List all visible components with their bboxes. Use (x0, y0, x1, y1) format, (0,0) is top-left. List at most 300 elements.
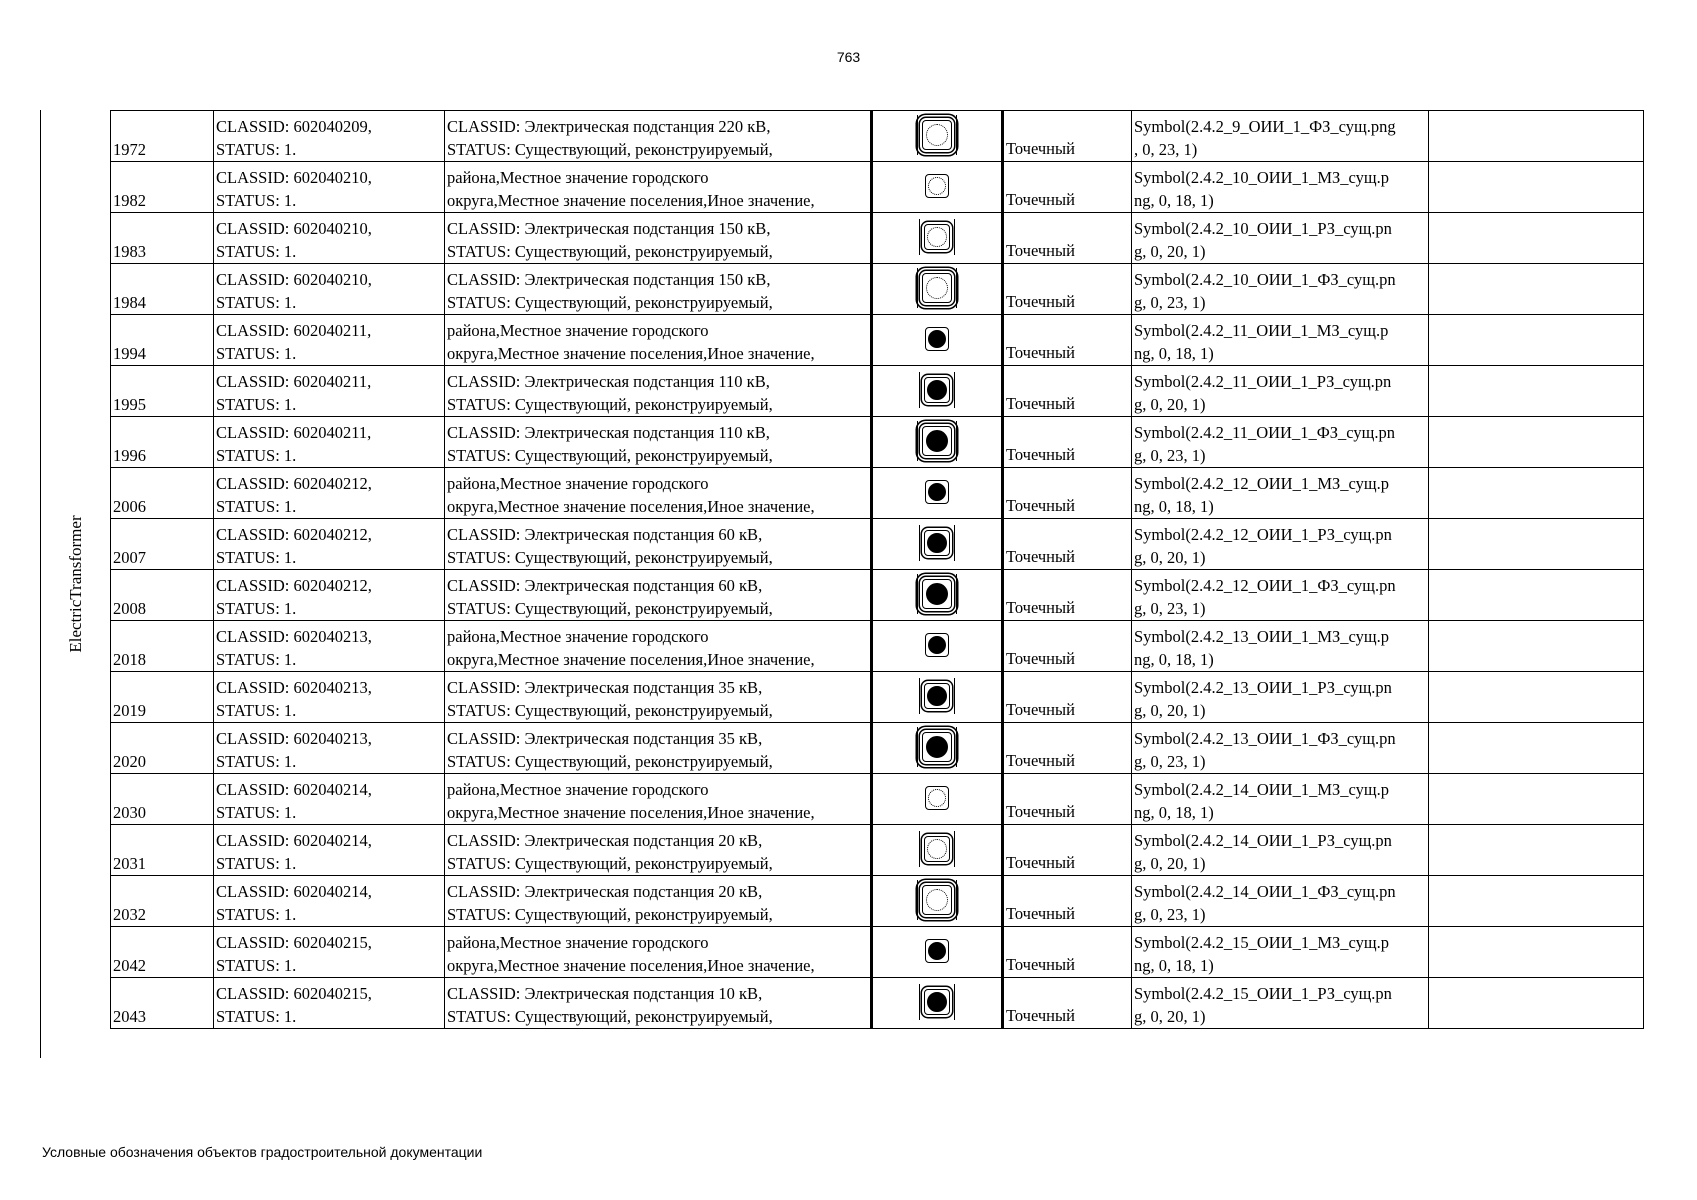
description-line-1: CLASSID: Электрическая подстанция 110 кВ, (447, 372, 770, 391)
square-substation-filled-circle-icon (924, 683, 950, 709)
classid-cell (214, 927, 445, 978)
table-row (111, 213, 1644, 264)
description-cell (445, 264, 872, 315)
symbol-function-cell (1132, 723, 1429, 774)
row-id-cell (111, 774, 214, 825)
symbol-function-line-1: Symbol(2.4.2_12_ОИИ_1_МЗ_сущ.p (1134, 474, 1389, 493)
symbol-function-line-1: Symbol(2.4.2_10_ОИИ_1_МЗ_сущ.p (1134, 168, 1389, 187)
classid-cell (214, 264, 445, 315)
row-id: 1996 (113, 446, 146, 465)
symbol-function-cell (1132, 774, 1429, 825)
symbol-function-line-2: ng, 0, 18, 1) (1134, 803, 1214, 822)
row-id-cell (111, 519, 214, 570)
footer-caption: Условные обозначения объектов градостроительной документации (42, 1144, 483, 1160)
row-id: 1994 (113, 344, 146, 363)
symbol-function-line-1: Symbol(2.4.2_15_ОИИ_1_МЗ_сущ.p (1134, 933, 1389, 952)
description-line-2: STATUS: Существующий, реконструируемый, (447, 446, 773, 465)
status-text: STATUS: 1. (216, 905, 297, 924)
classid-cell (214, 774, 445, 825)
square-substation-filled-circle-icon (924, 530, 950, 556)
classid-cell (214, 366, 445, 417)
symbol-circle (926, 736, 948, 758)
description-line-1: CLASSID: Электрическая подстанция 220 кВ, (447, 117, 771, 136)
classid-text: CLASSID: 602040209, (216, 117, 372, 136)
status-text: STATUS: 1. (216, 548, 297, 567)
symbol-function-cell (1132, 825, 1429, 876)
symbol-function-cell (1132, 570, 1429, 621)
status-text: STATUS: 1. (216, 140, 297, 159)
symbol-function-cell (1132, 213, 1429, 264)
square-substation-dotted-circle-icon (925, 786, 949, 810)
symbol-function-line-2: g, 0, 20, 1) (1134, 854, 1206, 873)
empty-cell (1429, 927, 1644, 978)
geometry-type: Точечный (1006, 445, 1075, 464)
classid-text: CLASSID: 602040215, (216, 984, 372, 1003)
geometry-type-cell (1003, 825, 1132, 876)
page-number: 763 (836, 49, 861, 65)
symbol-function-line-1: Symbol(2.4.2_14_ОИИ_1_ФЗ_сущ.pn (1134, 882, 1396, 901)
description-line-2: STATUS: Существующий, реконструируемый, (447, 599, 773, 618)
status-text: STATUS: 1. (216, 344, 297, 363)
table-row (111, 162, 1644, 213)
description-line-1: CLASSID: Электрическая подстанция 60 кВ, (447, 525, 763, 544)
symbol-cell (872, 264, 1003, 315)
description-cell (445, 468, 872, 519)
description-line-2: округа,Местное значение поселения,Иное значение, (447, 497, 815, 516)
symbol-function-line-2: g, 0, 23, 1) (1134, 293, 1206, 312)
symbol-function-line-1: Symbol(2.4.2_13_ОИИ_1_РЗ_сущ.pn (1134, 678, 1392, 697)
row-id-cell (111, 876, 214, 927)
geometry-type: Точечный (1006, 394, 1075, 413)
symbol-function-line-2: ng, 0, 18, 1) (1134, 650, 1214, 669)
symbol-cell (872, 570, 1003, 621)
description-cell (445, 774, 872, 825)
empty-cell (1429, 519, 1644, 570)
table-row (111, 111, 1644, 162)
symbol-function-cell (1132, 621, 1429, 672)
status-text: STATUS: 1. (216, 650, 297, 669)
symbol-function-line-2: g, 0, 20, 1) (1134, 548, 1206, 567)
row-id: 1972 (113, 140, 146, 159)
geometry-type: Точечный (1006, 292, 1075, 311)
row-id: 2042 (113, 956, 146, 975)
empty-cell (1429, 417, 1644, 468)
table-row (111, 672, 1644, 723)
row-id: 2032 (113, 905, 146, 924)
empty-cell (1429, 315, 1644, 366)
row-id-cell (111, 825, 214, 876)
description-line-1: района,Местное значение городского (447, 474, 709, 493)
geometry-type-cell (1003, 417, 1132, 468)
geometry-type-cell (1003, 366, 1132, 417)
square-substation-filled-circle-icon (925, 939, 949, 963)
symbol-function-line-2: g, 0, 23, 1) (1134, 446, 1206, 465)
symbol-circle (926, 277, 948, 299)
table-row (111, 366, 1644, 417)
symbol-circle (927, 686, 947, 706)
row-id-cell (111, 621, 214, 672)
classid-cell (214, 978, 445, 1029)
status-text: STATUS: 1. (216, 497, 297, 516)
description-cell (445, 213, 872, 264)
description-cell (445, 723, 872, 774)
geometry-type: Точечный (1006, 802, 1075, 821)
description-line-1: CLASSID: Электрическая подстанция 20 кВ, (447, 831, 763, 850)
row-id-cell (111, 264, 214, 315)
symbol-circle (927, 533, 947, 553)
row-id-cell (111, 366, 214, 417)
description-line-1: CLASSID: Электрическая подстанция 35 кВ, (447, 729, 763, 748)
square-substation-dotted-circle-icon (924, 836, 950, 862)
symbol-circle (928, 177, 946, 195)
geometry-type: Точечный (1006, 904, 1075, 923)
description-cell (445, 570, 872, 621)
symbol-function-cell (1132, 111, 1429, 162)
row-id: 1983 (113, 242, 146, 261)
square-substation-dotted-circle-icon (922, 273, 952, 303)
symbol-function-line-2: g, 0, 23, 1) (1134, 905, 1206, 924)
description-line-2: округа,Местное значение поселения,Иное значение, (447, 803, 815, 822)
row-id-cell (111, 162, 214, 213)
symbol-circle (927, 992, 947, 1012)
table-row (111, 825, 1644, 876)
status-text: STATUS: 1. (216, 956, 297, 975)
description-cell (445, 927, 872, 978)
symbol-function-line-1: Symbol(2.4.2_15_ОИИ_1_РЗ_сущ.pn (1134, 984, 1392, 1003)
symbol-function-cell (1132, 315, 1429, 366)
symbol-function-cell (1132, 162, 1429, 213)
square-substation-filled-circle-icon (924, 377, 950, 403)
row-id: 2020 (113, 752, 146, 771)
table-row (111, 876, 1644, 927)
classid-cell (214, 723, 445, 774)
geometry-type: Точечный (1006, 496, 1075, 515)
table-row (111, 315, 1644, 366)
row-id: 2031 (113, 854, 146, 873)
classid-cell (214, 315, 445, 366)
symbol-cell (872, 927, 1003, 978)
empty-cell (1429, 672, 1644, 723)
symbol-function-cell (1132, 672, 1429, 723)
classid-text: CLASSID: 602040210, (216, 219, 372, 238)
symbol-cell (872, 519, 1003, 570)
geometry-type-cell (1003, 876, 1132, 927)
symbol-function-cell (1132, 978, 1429, 1029)
geometry-type-cell (1003, 162, 1132, 213)
row-id-cell (111, 978, 214, 1029)
row-id: 2018 (113, 650, 146, 669)
row-id-cell (111, 315, 214, 366)
description-cell (445, 876, 872, 927)
symbol-circle (926, 430, 948, 452)
table-body (111, 111, 1644, 1029)
classid-text: CLASSID: 602040214, (216, 831, 372, 850)
classid-cell (214, 111, 445, 162)
symbol-cell (872, 774, 1003, 825)
geometry-type-cell (1003, 672, 1132, 723)
symbol-function-line-1: Symbol(2.4.2_12_ОИИ_1_РЗ_сущ.pn (1134, 525, 1392, 544)
symbol-function-line-1: Symbol(2.4.2_11_ОИИ_1_РЗ_сущ.pn (1134, 372, 1392, 391)
classid-cell (214, 570, 445, 621)
description-cell (445, 519, 872, 570)
row-id: 2043 (113, 1007, 146, 1026)
symbol-circle (927, 227, 947, 247)
row-id-cell (111, 468, 214, 519)
symbol-cell (872, 213, 1003, 264)
classid-cell (214, 825, 445, 876)
description-line-1: района,Местное значение городского (447, 780, 709, 799)
geometry-type-cell (1003, 621, 1132, 672)
row-id: 1984 (113, 293, 146, 312)
classid-text: CLASSID: 602040213, (216, 729, 372, 748)
left-margin-rule (40, 110, 41, 1058)
symbol-cell (872, 111, 1003, 162)
description-line-1: CLASSID: Электрическая подстанция 150 кВ, (447, 270, 771, 289)
geometry-type-cell (1003, 264, 1132, 315)
status-text: STATUS: 1. (216, 752, 297, 771)
classid-cell (214, 213, 445, 264)
status-text: STATUS: 1. (216, 803, 297, 822)
symbol-cell (872, 621, 1003, 672)
table-row (111, 519, 1644, 570)
classid-text: CLASSID: 602040212, (216, 525, 372, 544)
classid-text: CLASSID: 602040215, (216, 933, 372, 952)
empty-cell (1429, 570, 1644, 621)
description-cell (445, 825, 872, 876)
symbol-cell (872, 162, 1003, 213)
symbol-function-line-2: , 0, 23, 1) (1134, 140, 1198, 159)
classid-cell (214, 519, 445, 570)
classid-cell (214, 417, 445, 468)
geometry-type: Точечный (1006, 343, 1075, 362)
layer-name-label: ElectricTransformer (66, 515, 85, 653)
description-cell (445, 162, 872, 213)
status-text: STATUS: 1. (216, 854, 297, 873)
symbol-circle (928, 636, 946, 654)
table-row (111, 774, 1644, 825)
geometry-type-cell (1003, 315, 1132, 366)
status-text: STATUS: 1. (216, 599, 297, 618)
description-line-1: CLASSID: Электрическая подстанция 35 кВ, (447, 678, 763, 697)
table-row (111, 723, 1644, 774)
symbol-table (110, 110, 1644, 1029)
description-line-2: STATUS: Существующий, реконструируемый, (447, 905, 773, 924)
description-line-1: CLASSID: Электрическая подстанция 60 кВ, (447, 576, 763, 595)
row-id-cell (111, 111, 214, 162)
description-cell (445, 621, 872, 672)
empty-cell (1429, 978, 1644, 1029)
row-id-cell (111, 672, 214, 723)
row-id: 1982 (113, 191, 146, 210)
description-line-2: STATUS: Существующий, реконструируемый, (447, 854, 773, 873)
table-row (111, 570, 1644, 621)
symbol-cell (872, 978, 1003, 1029)
symbol-function-line-2: g, 0, 20, 1) (1134, 242, 1206, 261)
symbol-function-line-1: Symbol(2.4.2_14_ОИИ_1_МЗ_сущ.p (1134, 780, 1389, 799)
symbol-cell (872, 672, 1003, 723)
table-row (111, 927, 1644, 978)
description-line-2: STATUS: Существующий, реконструируемый, (447, 395, 773, 414)
symbol-function-line-1: Symbol(2.4.2_10_ОИИ_1_РЗ_сущ.pn (1134, 219, 1392, 238)
geometry-type-cell (1003, 111, 1132, 162)
geometry-type: Точечный (1006, 547, 1075, 566)
status-text: STATUS: 1. (216, 1007, 297, 1026)
symbol-circle (928, 942, 946, 960)
symbol-function-line-2: g, 0, 20, 1) (1134, 1007, 1206, 1026)
description-line-1: CLASSID: Электрическая подстанция 110 кВ, (447, 423, 770, 442)
geometry-type-cell (1003, 927, 1132, 978)
description-line-1: района,Местное значение городского (447, 933, 709, 952)
classid-cell (214, 621, 445, 672)
classid-cell (214, 672, 445, 723)
symbol-cell (872, 366, 1003, 417)
row-id: 2019 (113, 701, 146, 720)
row-id: 2030 (113, 803, 146, 822)
square-substation-dotted-circle-icon (922, 120, 952, 150)
table-row (111, 978, 1644, 1029)
geometry-type-cell (1003, 978, 1132, 1029)
row-id: 2008 (113, 599, 146, 618)
description-line-2: округа,Местное значение поселения,Иное значение, (447, 191, 815, 210)
symbol-cell (872, 876, 1003, 927)
description-line-1: CLASSID: Электрическая подстанция 10 кВ, (447, 984, 763, 1003)
geometry-type: Точечный (1006, 700, 1075, 719)
table-row (111, 417, 1644, 468)
description-cell (445, 978, 872, 1029)
row-id-cell (111, 927, 214, 978)
status-text: STATUS: 1. (216, 242, 297, 261)
symbol-function-line-2: ng, 0, 18, 1) (1134, 191, 1214, 210)
symbol-circle (927, 380, 947, 400)
classid-text: CLASSID: 602040211, (216, 372, 372, 391)
symbol-function-cell (1132, 468, 1429, 519)
symbol-function-line-2: ng, 0, 18, 1) (1134, 344, 1214, 363)
symbol-function-line-2: ng, 0, 18, 1) (1134, 956, 1214, 975)
classid-text: CLASSID: 602040211, (216, 423, 372, 442)
description-cell (445, 366, 872, 417)
symbol-function-cell (1132, 264, 1429, 315)
description-line-2: округа,Местное значение поселения,Иное значение, (447, 344, 815, 363)
symbol-function-cell (1132, 876, 1429, 927)
status-text: STATUS: 1. (216, 293, 297, 312)
square-substation-dotted-circle-icon (925, 174, 949, 198)
description-line-2: STATUS: Существующий, реконструируемый, (447, 242, 773, 261)
geometry-type-cell (1003, 468, 1132, 519)
square-substation-filled-circle-icon (924, 989, 950, 1015)
symbol-circle (928, 483, 946, 501)
symbol-cell (872, 417, 1003, 468)
symbol-function-line-1: Symbol(2.4.2_11_ОИИ_1_ФЗ_сущ.pn (1134, 423, 1395, 442)
symbol-function-line-1: Symbol(2.4.2_14_ОИИ_1_РЗ_сущ.pn (1134, 831, 1392, 850)
empty-cell (1429, 213, 1644, 264)
square-substation-dotted-circle-icon (924, 224, 950, 250)
symbol-cell (872, 825, 1003, 876)
description-cell (445, 417, 872, 468)
table-row (111, 468, 1644, 519)
symbol-function-cell (1132, 519, 1429, 570)
square-substation-filled-circle-icon (925, 480, 949, 504)
symbol-function-line-1: Symbol(2.4.2_10_ОИИ_1_ФЗ_сущ.pn (1134, 270, 1396, 289)
symbol-function-line-1: Symbol(2.4.2_13_ОИИ_1_ФЗ_сущ.pn (1134, 729, 1396, 748)
square-substation-dotted-circle-icon (922, 885, 952, 915)
geometry-type: Точечный (1006, 190, 1075, 209)
status-text: STATUS: 1. (216, 395, 297, 414)
square-substation-filled-circle-icon (925, 327, 949, 351)
classid-text: CLASSID: 602040214, (216, 780, 372, 799)
classid-text: CLASSID: 602040214, (216, 882, 372, 901)
description-line-1: CLASSID: Электрическая подстанция 20 кВ, (447, 882, 763, 901)
geometry-type: Точечный (1006, 751, 1075, 770)
table-row (111, 264, 1644, 315)
geometry-type-cell (1003, 570, 1132, 621)
classid-cell (214, 876, 445, 927)
symbol-circle (926, 583, 948, 605)
classid-text: CLASSID: 602040213, (216, 678, 372, 697)
symbol-circle (928, 330, 946, 348)
symbol-cell (872, 723, 1003, 774)
description-line-2: STATUS: Существующий, реконструируемый, (447, 1007, 773, 1026)
classid-cell (214, 468, 445, 519)
symbol-circle (928, 789, 946, 807)
empty-cell (1429, 468, 1644, 519)
symbol-function-line-2: g, 0, 20, 1) (1134, 701, 1206, 720)
description-line-2: STATUS: Существующий, реконструируемый, (447, 701, 773, 720)
symbol-function-line-1: Symbol(2.4.2_13_ОИИ_1_МЗ_сущ.p (1134, 627, 1389, 646)
geometry-type: Точечный (1006, 598, 1075, 617)
symbol-function-cell (1132, 927, 1429, 978)
row-id: 1995 (113, 395, 146, 414)
status-text: STATUS: 1. (216, 446, 297, 465)
symbol-function-line-2: ng, 0, 18, 1) (1134, 497, 1214, 516)
symbol-function-cell (1132, 417, 1429, 468)
symbol-circle (927, 839, 947, 859)
geometry-type: Точечный (1006, 853, 1075, 872)
geometry-type: Точечный (1006, 241, 1075, 260)
classid-text: CLASSID: 602040213, (216, 627, 372, 646)
empty-cell (1429, 111, 1644, 162)
geometry-type-cell (1003, 723, 1132, 774)
symbol-function-line-2: g, 0, 23, 1) (1134, 599, 1206, 618)
classid-text: CLASSID: 602040212, (216, 576, 372, 595)
status-text: STATUS: 1. (216, 191, 297, 210)
symbol-function-line-2: g, 0, 23, 1) (1134, 752, 1206, 771)
empty-cell (1429, 774, 1644, 825)
symbol-function-line-2: g, 0, 20, 1) (1134, 395, 1206, 414)
row-id-cell (111, 417, 214, 468)
geometry-type-cell (1003, 519, 1132, 570)
empty-cell (1429, 162, 1644, 213)
square-substation-filled-circle-icon (922, 426, 952, 456)
classid-text: CLASSID: 602040210, (216, 168, 372, 187)
empty-cell (1429, 621, 1644, 672)
description-cell (445, 111, 872, 162)
symbol-cell (872, 468, 1003, 519)
description-line-1: района,Местное значение городского (447, 321, 709, 340)
status-text: STATUS: 1. (216, 701, 297, 720)
geometry-type-cell (1003, 774, 1132, 825)
symbol-function-cell (1132, 366, 1429, 417)
symbol-circle (926, 889, 948, 911)
empty-cell (1429, 366, 1644, 417)
classid-text: CLASSID: 602040210, (216, 270, 372, 289)
row-id-cell (111, 213, 214, 264)
symbol-function-line-1: Symbol(2.4.2_9_ОИИ_1_ФЗ_сущ.png (1134, 117, 1396, 136)
description-line-1: CLASSID: Электрическая подстанция 150 кВ, (447, 219, 771, 238)
description-line-2: округа,Местное значение поселения,Иное значение, (447, 650, 815, 669)
empty-cell (1429, 264, 1644, 315)
square-substation-filled-circle-icon (925, 633, 949, 657)
description-line-1: района,Местное значение городского (447, 168, 709, 187)
